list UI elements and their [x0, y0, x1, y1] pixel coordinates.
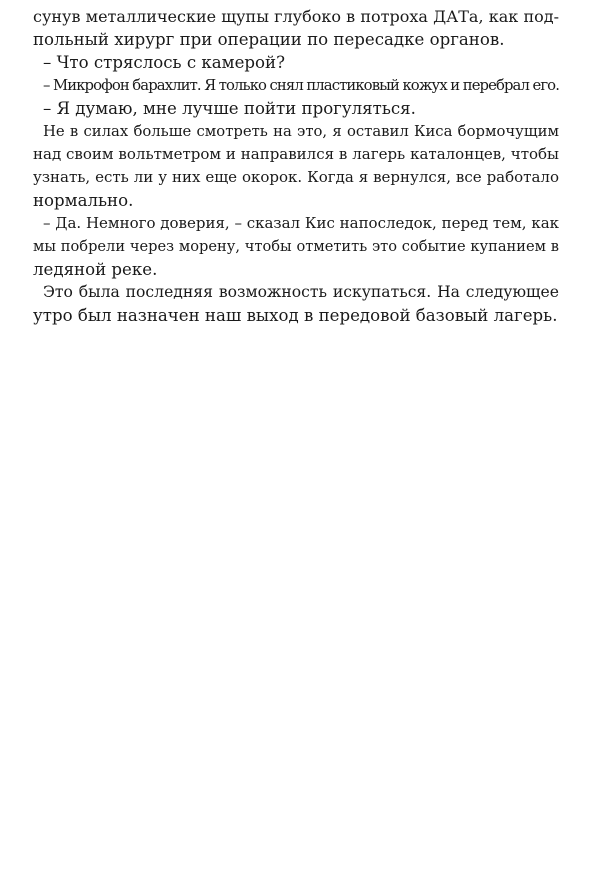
text-line-4: – Микрофон барахлит. Я только снял пластиковый кожух и перебрал его. [43, 77, 559, 94]
text-line-2: польный хирург при операции по пересадке органов. [33, 30, 505, 49]
text-line-13: Это была последняя возможность искупаться. На следующее [43, 283, 559, 301]
text-line-11: мы побрели через морену, чтобы отметить это событие купанием в [33, 238, 559, 255]
text-line-7: над своим вольтметром и направился в лагерь каталонцев, чтобы [33, 145, 559, 163]
document-page [33, 5, 559, 327]
text-line-9: нормально. [33, 191, 134, 210]
text-line-6: Не в силах больше смотреть на это, я оставил Киса бормочущим [43, 123, 559, 140]
text-line-1: сунув металлические щупы глубоко в потроха ДАТа, как под- [33, 7, 559, 26]
text-line-14: утро был назначен наш выход в передовой базовый лагерь. [33, 306, 558, 325]
text-line-5: – Я думаю, мне лучше пойти прогуляться. [43, 99, 416, 118]
text-line-10: – Да. Немного доверия, – сказал Кис напоследок, перед тем, как [43, 214, 560, 232]
text-line-8: узнать, есть ли у них еще окорок. Когда я вернулся, все работало [33, 168, 559, 186]
text-line-3: – Что стряслось с камерой? [43, 53, 285, 72]
text-line-12: ледяной реке. [33, 260, 158, 279]
